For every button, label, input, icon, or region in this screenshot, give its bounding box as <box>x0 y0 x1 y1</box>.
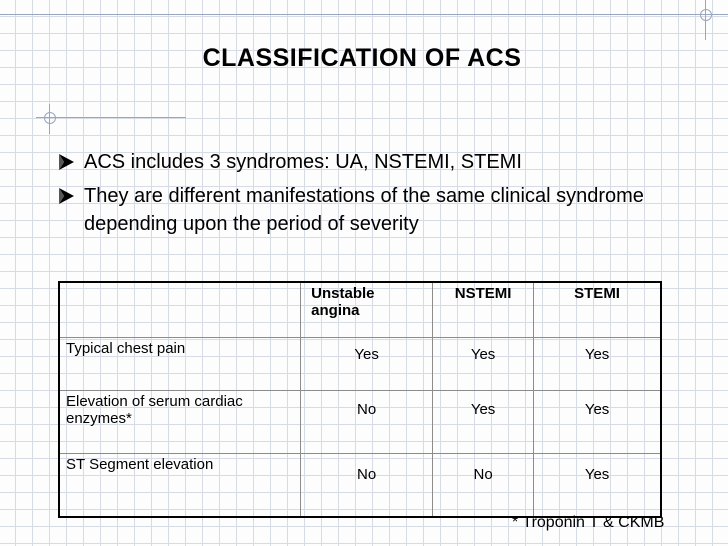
table-cell: No <box>301 391 433 454</box>
table-cell: Yes <box>301 338 433 391</box>
table-row <box>59 391 661 454</box>
table-cell: Yes <box>433 391 534 454</box>
table-row <box>59 454 661 518</box>
decorative-top-rule <box>0 14 728 15</box>
header-cell-stemi: STEMI <box>534 282 661 338</box>
decorative-corner-circle-top <box>700 9 712 21</box>
header-cell-empty <box>59 282 301 338</box>
table-cell: Yes <box>433 338 534 391</box>
bullet-item <box>58 182 678 238</box>
right-arrow-bullet-icon <box>58 186 76 206</box>
bullet-text: ACS includes 3 syndromes: UA, NSTEMI, STEMI <box>84 151 522 173</box>
decorative-left-rule <box>36 117 186 118</box>
footnote: * Troponin T & CKMB <box>512 514 665 531</box>
table-cell: Yes <box>534 338 661 391</box>
header-cell-nstemi: NSTEMI <box>433 282 534 338</box>
row-label-cardiac-enzymes: Elevation of serum cardiac enzymes* <box>59 391 301 454</box>
table-cell: Yes <box>534 454 661 518</box>
row-label-chest-pain: Typical chest pain <box>59 338 301 391</box>
decorative-corner-circle-left <box>44 112 56 124</box>
table-row <box>59 338 661 391</box>
bullet-text: They are different manifestations of the same clinical syndrome depending upon the period of severity <box>84 185 644 235</box>
table-cell: No <box>301 454 433 518</box>
table-cell: Yes <box>534 391 661 454</box>
table-header-row <box>59 282 661 338</box>
acs-classification-table <box>58 281 662 518</box>
header-cell-unstable-angina: Unstable angina <box>301 282 433 338</box>
table-cell: No <box>433 454 534 518</box>
slide-title: CLASSIFICATION OF ACS <box>202 44 522 72</box>
bullet-item <box>58 148 678 176</box>
bullet-list <box>58 148 678 244</box>
row-label-st-elevation: ST Segment elevation <box>59 454 301 518</box>
right-arrow-bullet-icon <box>58 152 76 172</box>
